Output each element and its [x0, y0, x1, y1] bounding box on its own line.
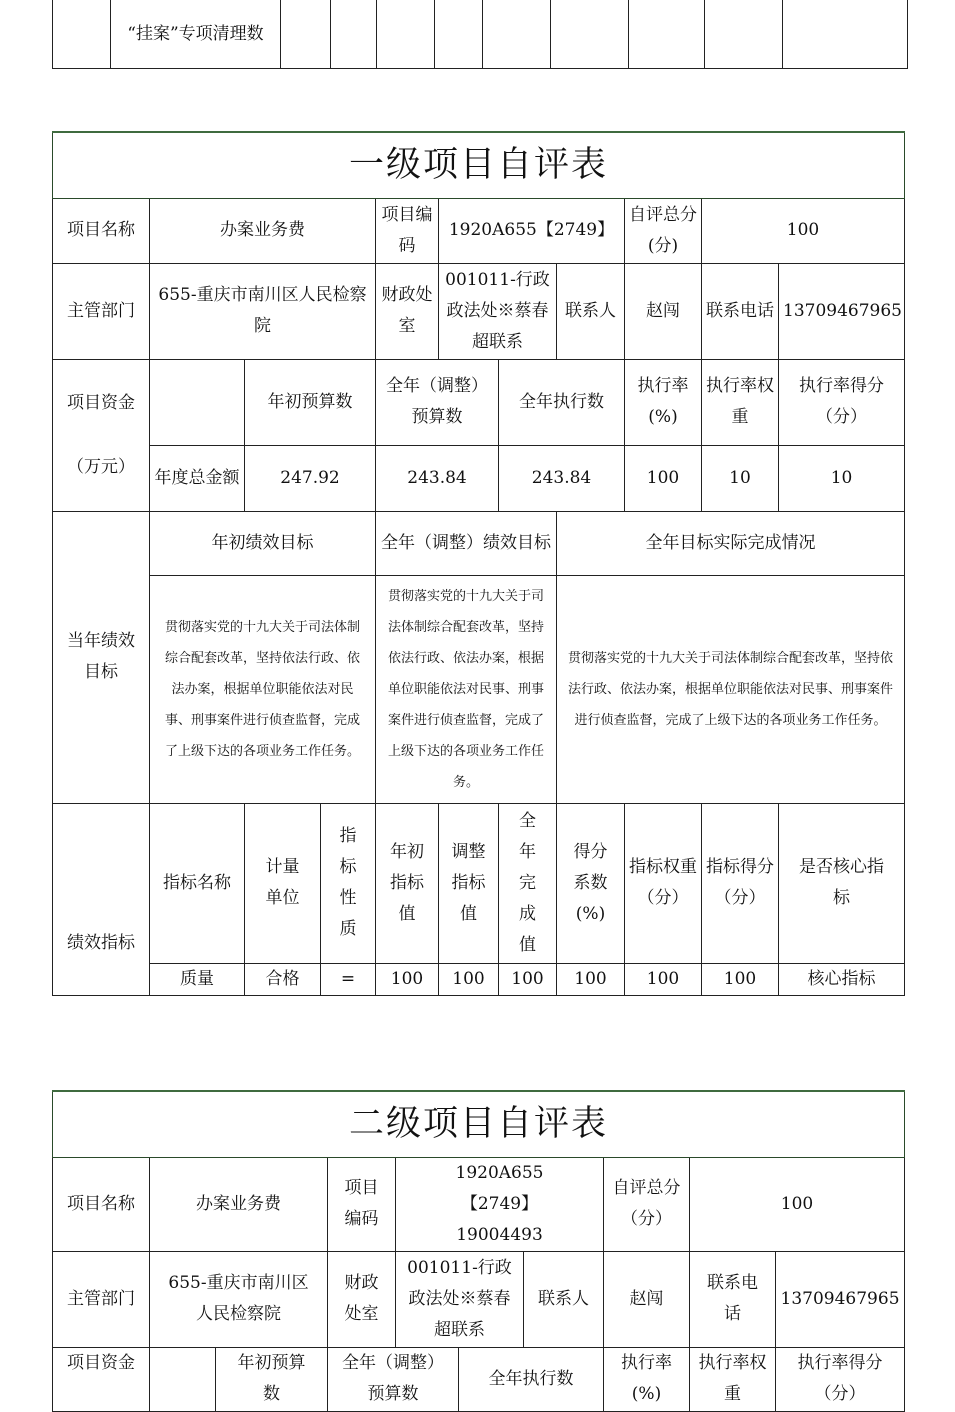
goal-col-actual: 全年目标实际完成情况	[557, 511, 905, 575]
finance-office: 001011-行政政法处※蔡春超联系	[439, 263, 557, 359]
project-name-label: 项目名称	[53, 1157, 150, 1251]
ind-row-core: 核心指标	[779, 963, 905, 995]
initial-budget-value: 247.92	[245, 445, 376, 511]
indicator-label: 绩效指标	[53, 803, 150, 995]
total-score: 100	[690, 1157, 905, 1251]
ind-header-unit: 计量单位	[245, 803, 321, 963]
col-executed: 全年执行数	[499, 359, 625, 445]
col-executed: 全年执行数	[459, 1347, 604, 1411]
contact: 赵闯	[604, 1251, 690, 1347]
col-adjusted-budget: 全年（调整）预算数	[328, 1347, 459, 1411]
col-exec-rate: 执行率(%)	[625, 359, 702, 445]
executed-value: 243.84	[499, 445, 625, 511]
ind-header-adjusted: 调整指标值	[439, 803, 499, 963]
goal-col-initial: 年初绩效目标	[150, 511, 376, 575]
exec-rate-value: 100	[625, 445, 702, 511]
cleanup-count-label: “挂案”专项清理数	[111, 0, 281, 69]
ind-header-name: 指标名称	[150, 803, 245, 963]
goal-text-actual: 贯彻落实党的十九大关于司法体制综合配套改革，坚持依法行政、依法办案，根据单位职能依法对民事、刑事案件进行侦查监督，完成了上级下达的各项业务工作任务。	[557, 575, 905, 803]
ind-header-initial: 年初指标值	[376, 803, 439, 963]
total-score: 100	[702, 198, 905, 263]
level2-self-evaluation-table	[52, 1090, 905, 1412]
ind-header-score: 指标得分（分）	[702, 803, 779, 963]
project-name: 办案业务费	[150, 1157, 328, 1251]
finance-office-label: 财政处室	[376, 263, 439, 359]
total-score-label: 自评总分（分）	[604, 1157, 690, 1251]
ind-header-core: 是否核心指标	[779, 803, 905, 963]
dept-label: 主管部门	[53, 263, 150, 359]
annual-total-label: 年度总金额	[150, 445, 245, 511]
project-code: 1920A655【2749】	[439, 198, 625, 263]
col-initial-budget: 年初预算数	[216, 1347, 328, 1411]
empty-header-cell	[150, 359, 245, 445]
finance-office-label: 财政处室	[328, 1251, 396, 1347]
ind-header-completed: 全年完成值	[499, 803, 557, 963]
exec-score-value: 10	[779, 445, 905, 511]
col-exec-weight: 执行率权重	[690, 1347, 776, 1411]
goal-label: 当年绩效目标	[53, 511, 150, 803]
ind-row-adjusted: 100	[439, 963, 499, 995]
phone: 13709467965	[776, 1251, 905, 1347]
ind-row-weight: 100	[625, 963, 702, 995]
project-name: 办案业务费	[150, 198, 376, 263]
col-initial-budget: 年初预算数	[245, 359, 376, 445]
finance-office: 001011-行政政法处※蔡春超联系	[396, 1251, 524, 1347]
ind-row-completed: 100	[499, 963, 557, 995]
funds-label	[53, 359, 150, 511]
ind-row-score: 100	[702, 963, 779, 995]
ind-row-initial: 100	[376, 963, 439, 995]
project-name-label: 项目名称	[53, 198, 150, 263]
col-exec-score: 执行率得分（分）	[779, 359, 905, 445]
dept: 655-重庆市南川区人民检察院	[150, 1251, 328, 1347]
col-exec-score: 执行率得分（分）	[776, 1347, 905, 1411]
goal-col-adjusted: 全年（调整）绩效目标	[376, 511, 557, 575]
ind-row-name: 质量	[150, 963, 245, 995]
phone-label: 联系电话	[702, 263, 779, 359]
col-adjusted-budget: 全年（调整）预算数	[376, 359, 499, 445]
col-exec-rate: 执行率(%)	[604, 1347, 690, 1411]
funds-label-line2: （万元）	[67, 457, 135, 477]
ind-row-unit: 合格	[245, 963, 321, 995]
adjusted-budget-value: 243.84	[376, 445, 499, 511]
previous-table-fragment	[52, 0, 908, 69]
project-code: 1920A655【2749】19004493	[396, 1157, 604, 1251]
ind-header-weight: 指标权重（分）	[625, 803, 702, 963]
ind-header-coefficient: 得分系数(%)	[557, 803, 625, 963]
project-code-label: 项目编码	[328, 1157, 396, 1251]
dept: 655-重庆市南川区人民检察院	[150, 263, 376, 359]
exec-weight-value: 10	[702, 445, 779, 511]
phone-label: 联系电话	[690, 1251, 776, 1347]
contact-label: 联系人	[557, 263, 625, 359]
total-score-label: 自评总分(分)	[625, 198, 702, 263]
ind-row-coefficient: 100	[557, 963, 625, 995]
col-exec-weight: 执行率权重	[702, 359, 779, 445]
phone: 13709467965	[779, 263, 905, 359]
contact: 赵闯	[625, 263, 702, 359]
ind-header-nature: 指标性质	[321, 803, 376, 963]
goal-text-adjusted: 贯彻落实党的十九大关于司法体制综合配套改革，坚持依法行政、依法办案，根据单位职能依法对民事、刑事案件进行侦查监督，完成了上级下达的各项业务工作任务。	[376, 575, 557, 803]
dept-label: 主管部门	[53, 1251, 150, 1347]
funds-label: 项目资金	[53, 1347, 150, 1411]
table-title: 二级项目自评表	[53, 1091, 905, 1157]
empty-cell	[53, 0, 111, 69]
level1-self-evaluation-table	[52, 131, 905, 996]
goal-text-initial: 贯彻落实党的十九大关于司法体制综合配套改革，坚持依法行政、依法办案，根据单位职能依法对民事、刑事案件进行侦查监督，完成了上级下达的各项业务工作任务。	[150, 575, 376, 803]
project-code-label: 项目编码	[376, 198, 439, 263]
ind-row-nature: =	[321, 963, 376, 995]
table-title: 一级项目自评表	[53, 132, 905, 198]
funds-label-line1: 项目资金	[67, 393, 135, 413]
contact-label: 联系人	[524, 1251, 604, 1347]
empty-header-cell	[150, 1347, 216, 1411]
